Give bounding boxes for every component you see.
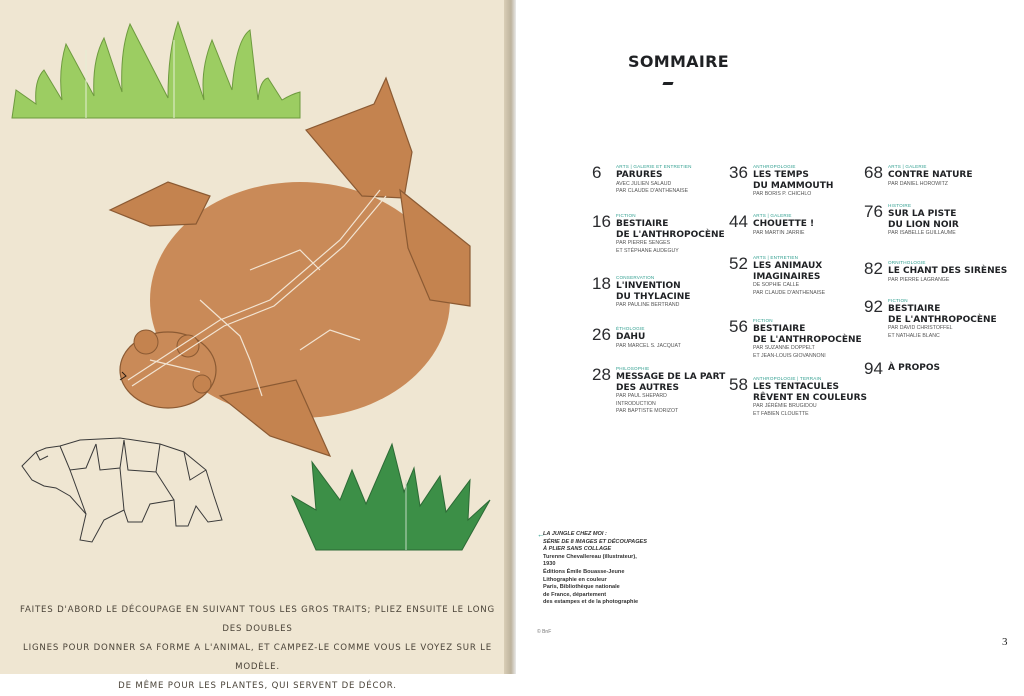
toc-page-number: 52 (729, 254, 748, 273)
toc-authors: PAR PAUL SHEPARD INTRODUCTION PAR BAPTISTE MORIZOT (616, 393, 679, 414)
light-grass-cutout (12, 22, 300, 118)
toc-entry-body (753, 376, 881, 418)
toc-page-number: 28 (592, 365, 611, 384)
toc-category: FICTION (753, 318, 773, 323)
toc-authors: PAR BORIS P. CHICHLO (753, 191, 812, 197)
toc-page-number: 92 (864, 297, 883, 316)
toc-title: PARURES (616, 170, 663, 180)
toc-page-number: 76 (864, 202, 883, 221)
toc-entry-body (753, 255, 881, 297)
toc-title: DAHU (616, 332, 646, 342)
toc-category: ARTS | GALERIE (753, 213, 792, 218)
toc-authors: PAR PIERRE SENGES ET STÉPHANE AUDEGUY (616, 240, 679, 254)
toc-title: CONTRE NATURE (888, 170, 973, 180)
toc-title: BESTIAIRE DE L'ANTHROPOCÈNE (888, 304, 997, 325)
dark-grass-cutout (292, 444, 490, 550)
credit-line: Lithographie en couleur (543, 576, 607, 583)
toc-entry-body (888, 360, 1016, 374)
toc-page-number: 16 (592, 212, 611, 231)
toc-authors: PAR JÉRÉMIE BRUGIDOU ET FABIEN CLOUETTE (753, 403, 817, 417)
toc-page-number: 36 (729, 163, 748, 182)
toc-entry-body (616, 366, 744, 416)
toc-category: ANTHROPOLOGIE | TERRAIN (753, 376, 822, 381)
credit-line: SÉRIE DE 8 IMAGES ET DÉCOUPAGES (543, 538, 648, 545)
paper-cutout-illustration (0, 0, 508, 674)
toc-page-number: 94 (864, 359, 883, 378)
toc-page-number: 6 (592, 163, 602, 182)
image-credit (537, 530, 703, 607)
toc-title: À PROPOS (888, 363, 941, 373)
toc-authors: AVEC JULIEN SALAUD PAR CLAUDE D'ANTHENAISE (616, 180, 689, 194)
toc-entry-body (888, 164, 1016, 188)
toc-entry-body (753, 164, 881, 199)
credit-line: LA JUNGLE CHEZ MOI : (543, 531, 607, 537)
toc-page-number: 82 (864, 259, 883, 278)
toc-title: LES TENTACULES RÊVENT EN COULEURS (753, 382, 867, 403)
toc-authors: PAR DAVID CHRISTOFFEL ET NATHALIE BLANC (888, 325, 953, 339)
copyright: © BnF (537, 629, 552, 635)
toc-title: LES ANIMAUX IMAGINAIRES (753, 261, 823, 282)
toc-title: SUR LA PISTE DU LION NOIR (888, 209, 959, 230)
toc-page-number: 68 (864, 163, 883, 182)
credit-line: Turenne Chevallereau (illustrateur), (543, 553, 637, 560)
toc-entry-body (753, 213, 881, 237)
credit-line: de France, département (543, 591, 607, 598)
instruction-caption (10, 601, 505, 696)
toc-entry-body (753, 318, 881, 360)
toc-authors: PAR MARCEL S. JACQUAT (616, 342, 681, 349)
toc-page-number: 56 (729, 317, 748, 336)
toc-authors: PAR PAULINE BERTRAND (616, 302, 680, 308)
credit-line: des estampes et de la photographie (543, 599, 639, 606)
toc-title: LES TEMPS DU MAMMOUTH (753, 170, 834, 191)
toc-entry-body (888, 260, 1016, 284)
toc-category: HISTOIRE (888, 203, 912, 208)
left-page (0, 0, 508, 691)
toc-entry-body (888, 203, 1016, 238)
toc-category: CONSERVATION (616, 275, 655, 280)
toc-title: BESTIAIRE DE L'ANTHROPOCÈNE (753, 324, 862, 345)
credit-line: À PLIER SANS COLLAGE (543, 546, 612, 553)
toc-category: ÉTHOLOGIE (616, 326, 645, 331)
toc-page-number: 18 (592, 274, 611, 293)
toc-authors: PAR DANIEL HOROWITZ (888, 180, 948, 187)
toc-title: L'INVENTION DU THYLACINE (616, 281, 691, 302)
toc-entry-body (616, 326, 744, 350)
toc-category: FICTION (888, 298, 908, 303)
toc-category: ARTS | GALERIE ET ENTRETIEN (616, 164, 692, 169)
toc-page-number: 58 (729, 375, 748, 394)
credit-line: Paris, Bibliothèque nationale (543, 584, 620, 591)
toc-title: MESSAGE DE LA PART DES AUTRES (616, 372, 726, 393)
toc-title: LE CHANT DES SIRÈNES (888, 266, 1008, 276)
bear-line-drawing (22, 438, 222, 542)
toc-category: ANTHROPOLOGIE (753, 164, 796, 169)
arrow-left-icon: ← (537, 530, 545, 539)
page-number: 3 (1002, 636, 1008, 648)
toc-authors: PAR SUZANNE DOPPELT ET JEAN-LOUIS GIOVANNONI (753, 345, 826, 359)
credit-line: Éditions Émile Bouasse-Jeune (543, 568, 625, 575)
toc-entry-body (888, 298, 1016, 340)
toc-category: PHILOSOPHIE (616, 366, 650, 371)
toc-page-number: 44 (729, 212, 748, 231)
toc-page-number: 26 (592, 325, 611, 344)
toc-entry-body (616, 275, 744, 310)
toc-category: ARTS | GALERIE (888, 164, 927, 169)
caption-line: FAITES D'ABORD LE DÉCOUPAGE EN SUIVANT TOUS LES GROS TRAITS; PLIEZ ENSUITE LE LONG DES DOUBLES (20, 605, 495, 634)
credit-line: 1930 (543, 561, 556, 568)
title-dash (662, 82, 673, 85)
toc-entry-body (616, 164, 744, 196)
toc-title: BESTIAIRE DE L'ANTHROPOCÈNE (616, 219, 725, 240)
caption-line: DE MÊME POUR LES PLANTES, QUI SERVENT DE DÉCOR. (118, 681, 397, 691)
toc-category: ARTS | ENTRETIEN (753, 255, 799, 260)
caption-line: LIGNES POUR DONNER SA FORME A L'ANIMAL, ET CAMPEZ-LE COMME VOUS LE VOYEZ SUR LE MODÈLE. (23, 643, 492, 672)
toc-category: FICTION (616, 213, 636, 218)
toc-authors: PAR MARTIN JARRIE (753, 229, 805, 236)
page-title: SOMMAIRE (628, 52, 729, 71)
toc-category: ORNITHOLOGIE (888, 260, 926, 265)
toc-title: CHOUETTE ! (753, 219, 815, 229)
toc-entry-body (616, 213, 744, 255)
toc-authors: DE SOPHIE CALLE PAR CLAUDE D'ANTHENAISE (753, 282, 826, 296)
bear-cutout (110, 78, 470, 456)
toc-authors: PAR PIERRE LAGRANGE (888, 276, 950, 283)
toc-authors: PAR ISABELLE GUILLAUME (888, 230, 956, 236)
